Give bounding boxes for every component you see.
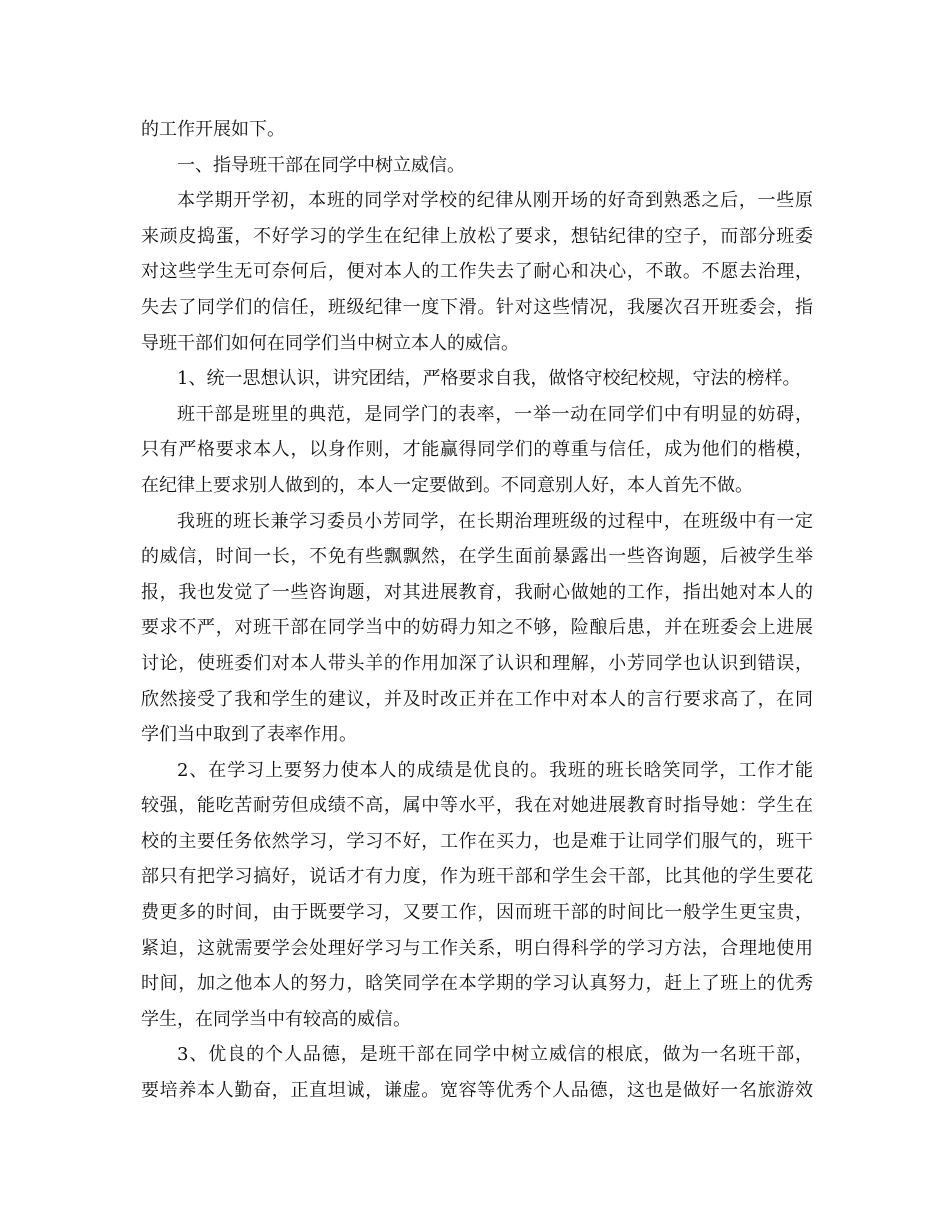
text-line: 2、在学习上要努力使本人的成绩是优良的。我班的班长晗笑同学，工作才能 — [177, 759, 813, 781]
text-line: 要求不严，对班干部在同学当中的妨碍力知之不够，险酿后患，并在班委会上进展 — [141, 617, 813, 639]
text-line: 学们当中取到了表率作用。 — [141, 724, 357, 746]
text-line: 3、优良的个人品德，是班干部在同学中树立威信的根底，做为一名班干部， — [177, 1044, 813, 1066]
text-line: 班干部是班里的典范，是同学门的表率，一举一动在同学们中有明显的妨碍， — [177, 403, 813, 425]
text-line: 导班干部们如何在同学们当中树立本人的威信。 — [141, 332, 519, 354]
text-line: 要培养本人勤奋，正直坦诚，谦虚。宽容等优秀个人品德，这也是做好一名旅游效 — [141, 1080, 813, 1102]
text-line: 对这些学生无可奈何后，便对本人的工作失去了耐心和决心，不敢。不愿去治理， — [141, 261, 813, 283]
text-line: 的工作开展如下。 — [141, 119, 285, 140]
text-line: 报，我也发觉了一些咨询题，对其进展教育，我耐心做她的工作，指出她对本人的 — [141, 581, 813, 603]
document-body — [141, 112, 813, 1109]
text-line: 来顽皮捣蛋，不好学习的学生在纪律上放松了要求，想钻纪律的空子，而部分班委 — [141, 225, 813, 247]
text-line: 只有严格要求本人，以身作则，才能赢得同学们的尊重与信任，成为他们的楷模， — [141, 439, 813, 461]
text-line: 在纪律上要求别人做到的，本人一定要做到。不同意别人好，本人首先不做。 — [141, 474, 753, 496]
text-line: 部只有把学习搞好，说话才有力度，作为班干部和学生会干部，比其他的学生要花 — [141, 866, 813, 888]
text-line: 费更多的时间，由于既要学习，又要工作，因而班干部的时间比一般学生更宝贵， — [141, 902, 813, 924]
text-line: 校的主要任务依然学习，学习不好，工作在买力，也是难于让同学们服气的，班干 — [141, 830, 813, 852]
text-line: 紧迫，这就需要学会处理好学习与工作关系，明白得科学的学习方法，合理地使用 — [141, 937, 813, 959]
text-line: 欣然接受了我和学生的建议，并及时改正并在工作中对本人的言行要求高了，在同 — [141, 688, 813, 710]
text-line: 1、统一思想认识，讲究团结，严格要求自我，做恪守校纪校规，守法的榜样。 — [177, 368, 801, 390]
text-line: 本学期开学初，本班的同学对学校的纪律从刚开场的好奇到熟悉之后，一些原 — [177, 190, 813, 212]
text-line: 学生，在同学当中有较高的威信。 — [141, 1008, 411, 1030]
text-line: 的威信，时间一长，不免有些飘飘然，在学生面前暴露出一些咨询题，后被学生举 — [141, 546, 813, 568]
text-line: 较强，能吃苦耐劳但成绩不高，属中等水平，我在对她进展教育时指导她：学生在 — [141, 795, 813, 817]
text-line: 时间，加之他本人的努力，晗笑同学在本学期的学习认真努力，赶上了班上的优秀 — [141, 973, 813, 995]
text-line: 讨论，使班委们对本人带头羊的作用加深了认识和理解，小芳同学也认识到错误， — [141, 652, 813, 674]
text-line: 我班的班长兼学习委员小芳同学，在长期治理班级的过程中，在班级中有一定 — [177, 510, 813, 532]
text-line: 一、指导班干部在同学中树立威信。 — [177, 154, 465, 176]
text-line: 失去了同学们的信任，班级纪律一度下滑。针对这些情况，我屡次召开班委会，指 — [141, 296, 813, 318]
